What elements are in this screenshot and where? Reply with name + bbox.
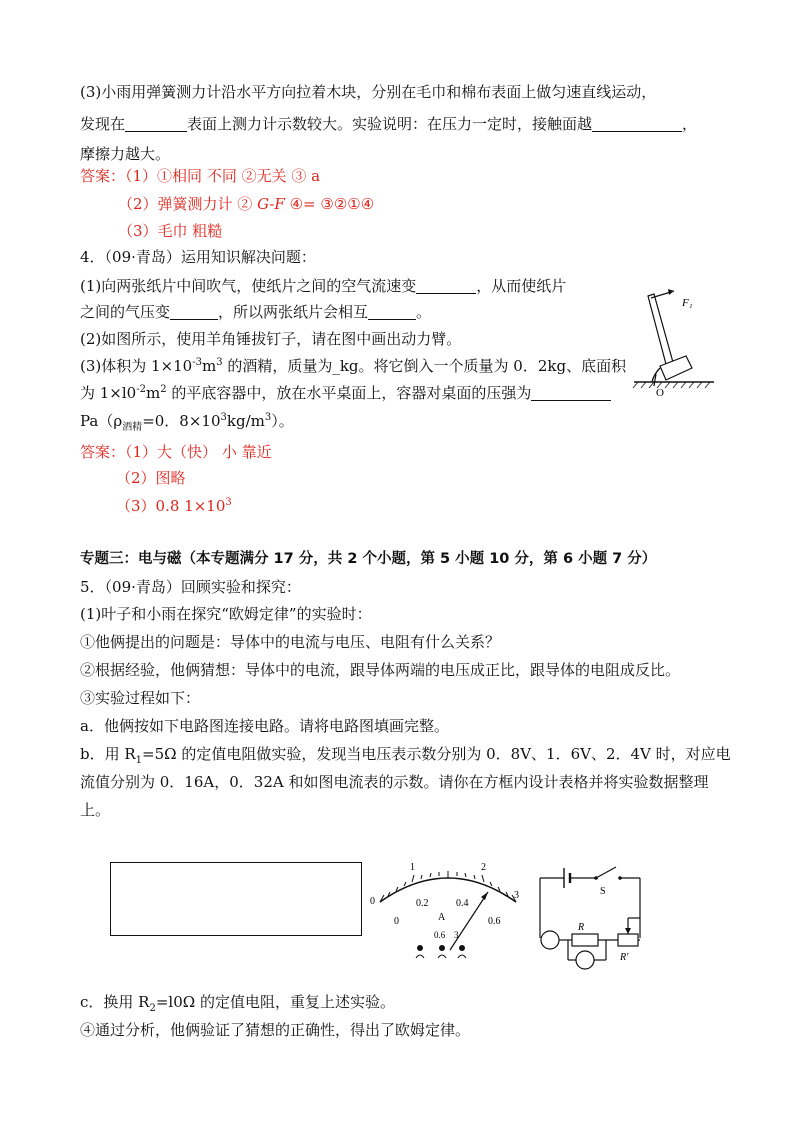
scale-bottom-0: 0 (394, 916, 399, 927)
terminal-posts (417, 945, 465, 951)
q5-conclusion: ④通过分析，他俩验证了猜想的正确性，得出了欧姆定律。 (80, 1021, 471, 1039)
terminal-label-3: 3 (454, 930, 459, 940)
ammeter-scale-arc (380, 878, 516, 902)
ammeter-figure (368, 862, 528, 972)
answer-4-row-2: （2）图略 (116, 469, 186, 487)
ammeter-slot (541, 931, 559, 949)
voltmeter-slot (576, 951, 594, 969)
q5-heading: 5．（09·青岛）回顾实验和探究： (80, 578, 301, 596)
needle-tip (481, 892, 488, 900)
scale-bottom-0.6: 0.6 (488, 916, 501, 927)
q5-question: ①他俩提出的问题是：导体中的电流与电压、电阻有什么关系？ (80, 633, 501, 651)
terminal-hooks (416, 955, 466, 958)
q4-part-1-cont: 之间的气压变 ，所以两张纸片会相互 。 (80, 303, 432, 321)
answer-4-row-3: （3）0.8 $1\times 10^3$ (116, 497, 232, 515)
rheostat-label: R' (620, 952, 629, 963)
terminal-label-0.6: 0.6 (434, 930, 446, 940)
resistor-label: R (578, 922, 585, 933)
claw-hammer-figure (630, 282, 720, 402)
answer-blank[interactable] (531, 385, 611, 401)
q5-part-1: (1)叶子和小雨在探究“欧姆定律”的实验时： (80, 605, 372, 623)
answer-3-row-2: （2）弹簧测力计 ② G-F ④= ③②①④ (118, 195, 375, 213)
q5-step-c: c．换用 $R_2=l0\Omega$ 的定值电阻，重复上述实验。 (80, 993, 395, 1014)
ammeter-scale-ticks (380, 871, 516, 902)
q3-line-2: 发现在 表面上测力计示数较大。实验说明：在压力一定时，接触面越 ， (80, 115, 698, 133)
force-label: F₁ (682, 297, 693, 309)
q5-step-b-cont: 流值分别为 0．16A，0．32A 和如图电流表的示数。请你在方框内设计表格并将实验数据整理 (80, 773, 709, 791)
ammeter-unit: A (438, 912, 446, 923)
q5-step-b-end: 上。 (80, 801, 111, 819)
scale-top-2: 2 (481, 862, 486, 873)
q3-line-3: 摩擦力越大。 (80, 145, 171, 163)
q4-part-3-end: $Pa(\rho_{酒精}=0$．$8\times 10^3kg/m^3$）。 (80, 412, 294, 433)
scale-top-3: 3 (514, 890, 519, 901)
rheostat (618, 934, 638, 946)
q4-part-2: (2)如图所示，使用羊角锤拔钉子，请在图中画出动力臂。 (80, 330, 462, 348)
resistor-r (572, 934, 598, 946)
q4-part-1: (1)向两张纸片中间吹气，使纸片之间的空气流速变 ，从而使纸片 (80, 277, 567, 295)
q4-heading: 4．（09·青岛）运用知识解决问题： (80, 248, 316, 266)
section-heading-topic-3: 专题三：电与磁（本专题满分 17 分，共 2 个小题，第 5 小题 10 分，第 6 小题 7 分） (80, 551, 657, 567)
scale-left-0: 0 (370, 896, 375, 907)
hammer-handle (648, 294, 674, 368)
fulcrum-label: O (656, 387, 664, 399)
force-arrowhead (668, 289, 674, 295)
scale-bottom-0.2: 0.2 (416, 898, 429, 909)
q5-hypothesis: ②根据经验，他俩猜想：导体中的电流，跟导体两端的电压成正比，跟导体的电阻成反比。 (80, 661, 681, 679)
answer-3-row-1: 答案：（1）①相同 不同 ②无关 ③ a (80, 167, 321, 185)
scale-top-1: 1 (410, 862, 415, 873)
scale-bottom-0.4: 0.4 (456, 898, 469, 909)
q5-step-b: b．用 $R_1=5\Omega$ 的定值电阻做实验，发现当电压表示数分别为 0．8V、1．6V、2．4V 时，对应电 (80, 745, 731, 766)
q4-part-3: (3)体积为 $1\times 10^{-3}m^3$ 的酒精，质量为_kg。将它倒入一个质量为 0．2kg、底面积 (80, 357, 627, 375)
answer-blank[interactable] (416, 278, 476, 294)
q5-process: ③实验过程如下： (80, 689, 201, 707)
answer-4-row-1: 答案：（1）大（快） 小 靠近 (80, 443, 272, 461)
switch-blade (596, 867, 616, 878)
table-hatching (633, 382, 710, 388)
q4-part-3-cont: 为 $1\times l0^{-2}m^2$ 的平底容器中，放在水平桌面上，容器对桌面的压强为 (80, 383, 611, 403)
circuit-diagram (536, 862, 656, 972)
switch-label: S (600, 886, 606, 897)
data-table-box[interactable] (110, 862, 362, 936)
q5-step-a: a．他俩按如下电路图连接电路。请将电路图填画完整。 (80, 717, 449, 735)
q3-line-1: (3)小雨用弹簧测力计沿水平方向拉着木块，分别在毛巾和棉布表面上做匀速直线运动， (80, 83, 657, 101)
answer-blank[interactable] (368, 304, 416, 320)
answer-blank[interactable] (170, 304, 218, 320)
answer-3-row-3: （3）毛巾 粗糙 (118, 222, 223, 240)
answer-blank[interactable] (592, 116, 682, 132)
answer-blank[interactable] (125, 116, 187, 132)
